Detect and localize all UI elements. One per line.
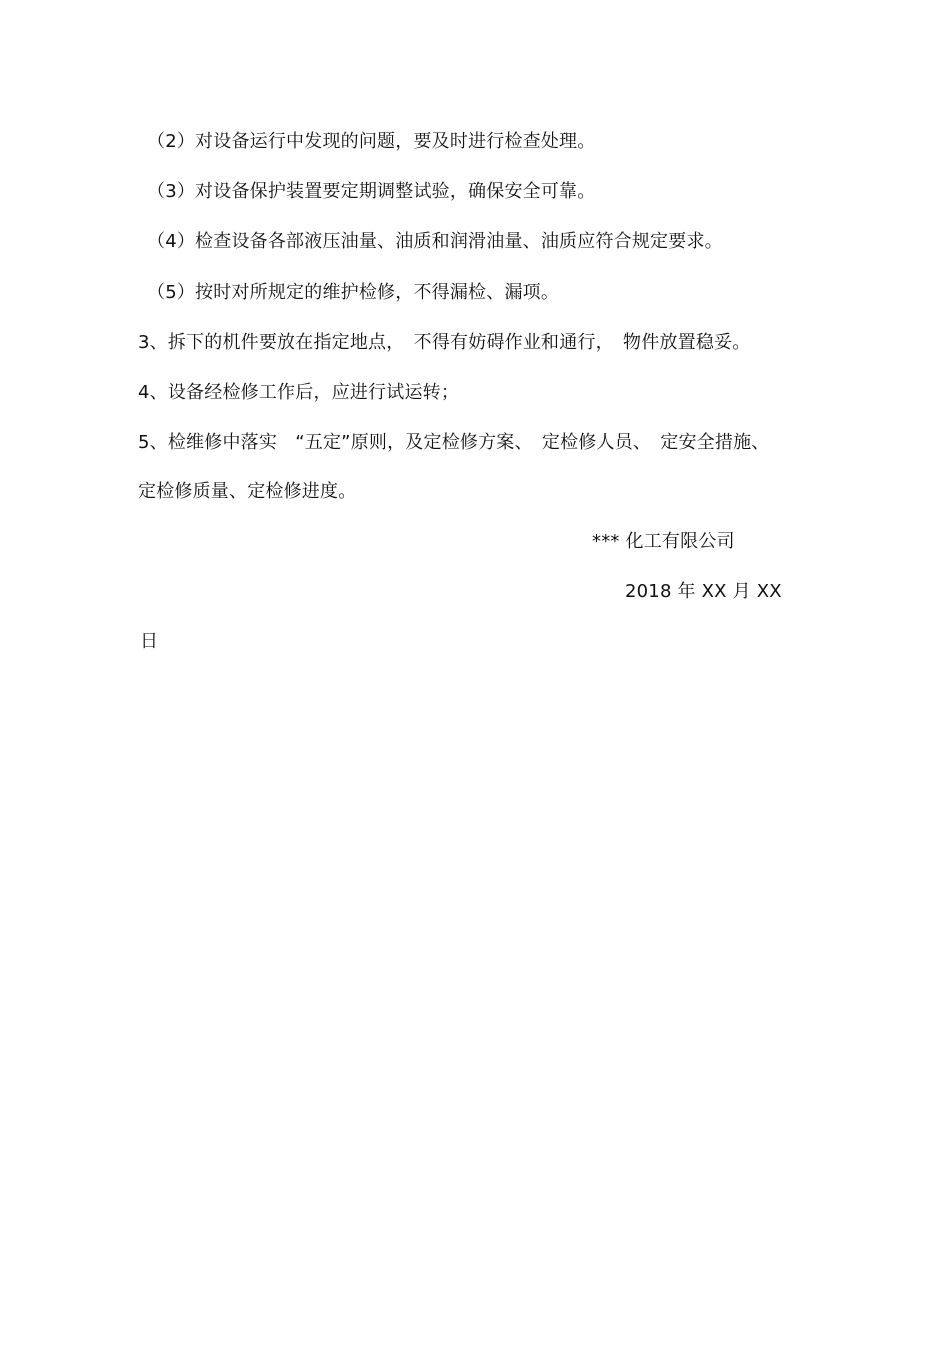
item-2-text: （2）对设备运行中发现的问题，要及时进行检查处理。	[147, 131, 596, 152]
signature-date: 2018 年 XX 月 XX	[625, 581, 782, 602]
item-5-text: （5）按时对所规定的维护检修，不得漏检、漏项。	[147, 282, 560, 303]
item-4-text: （4）检查设备各部液压油量、油质和润滑油量、油质应符合规定要求。	[147, 231, 723, 252]
item-3-text: （3）对设备保护装置要定期调整试验，确保安全可靠。	[147, 181, 596, 202]
company-signature: *** 化工有限公司	[592, 531, 735, 552]
rule-3-text: 3、拆下的机件要放在指定地点， 不得有妨碍作业和通行， 物件放置稳妥。	[138, 332, 751, 353]
rule-4-text: 4、设备经检修工作后，应进行试运转；	[138, 382, 460, 403]
signature-day: 日	[140, 631, 159, 652]
rule-5-text: 5、检维修中落实 “五定”原则，及定检修方案、 定检修人员、 定安全措施、	[138, 432, 770, 453]
rule-5-continuation-text: 定检修质量、定检修进度。	[138, 481, 357, 502]
